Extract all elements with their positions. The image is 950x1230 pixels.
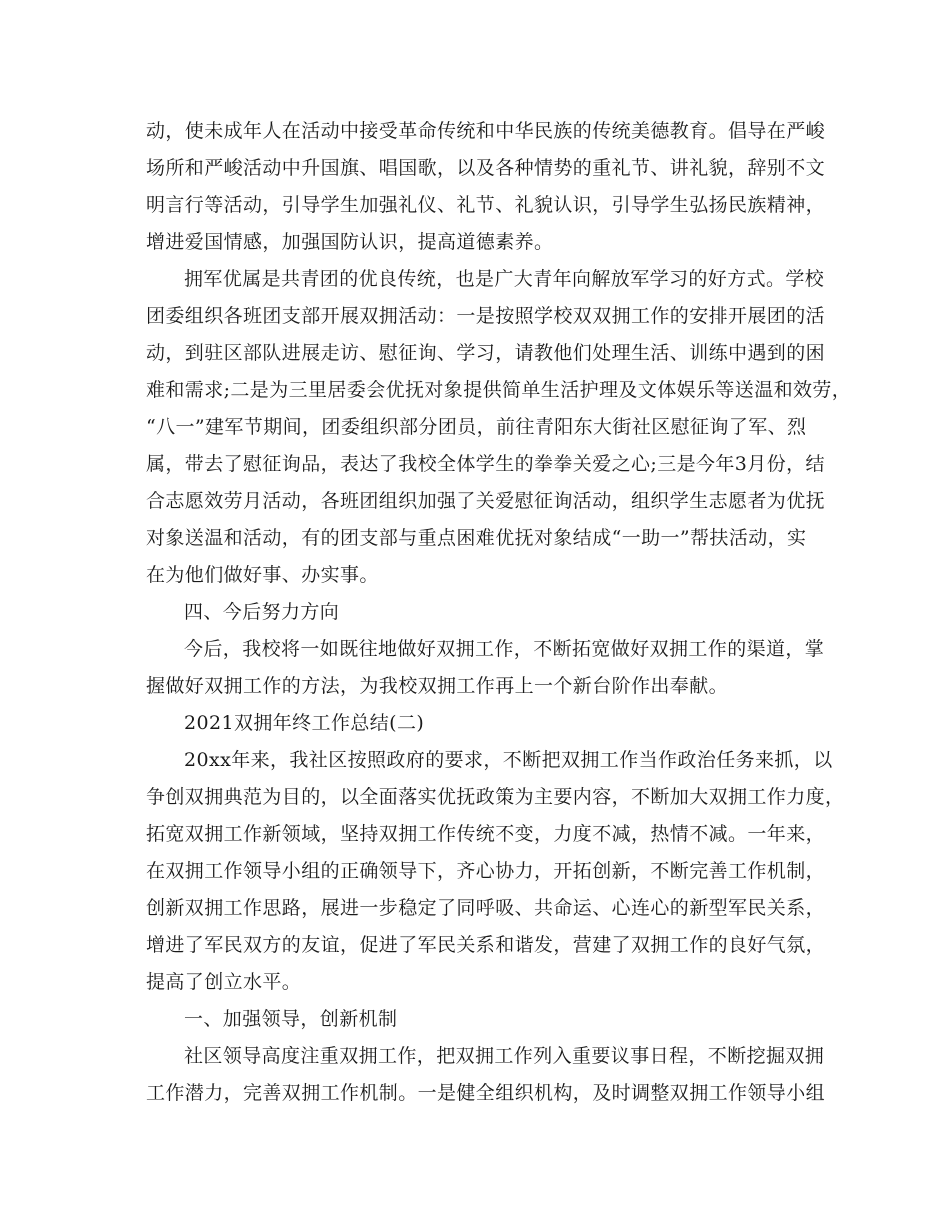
text-line: 明言行等活动，引导学生加强礼仪、礼节、礼貌认识，引导学生弘扬民族精神，: [146, 194, 826, 216]
paragraph-first-line: 20xx年来，我社区按照政府的要求，不断把双拥工作当作政治任务来抓，以: [184, 749, 833, 771]
text-line: 创新双拥工作思路，展进一步稳定了同呼吸、共命运、心连心的新型军民关系，: [146, 897, 826, 919]
text-line: 合志愿效劳月活动，各班团组织加强了关爱慰征询活动，组织学生志愿者为优抚: [146, 490, 826, 512]
paragraph-first-line: 拥军优属是共青团的优良传统，也是广大青年向解放军学习的好方式。学校: [184, 268, 825, 290]
text-line: 团委组织各班团支部开展双拥活动：一是按照学校双双拥工作的安排开展团的活: [146, 305, 826, 327]
text-line: 增进爱国情感，加强国防认识，提高道德素养。: [146, 231, 554, 253]
text-line: 拓宽双拥工作新领域，坚持双拥工作传统不变，力度不减，热情不减。一年来，: [146, 823, 826, 845]
text-line: 场所和严峻活动中升国旗、唱国歌，以及各种情势的重礼节、讲礼貌，辞别不文: [146, 157, 826, 179]
text-line: 在双拥工作领导小组的正确领导下，齐心协力，开拓创新，不断完善工作机制，: [146, 860, 826, 882]
text-line: 动，到驻区部队进展走访、慰征询、学习，请教他们处理生活、训练中遇到的困: [146, 342, 826, 364]
text-line: 提高了创立水平。: [146, 971, 302, 993]
text-line: 动，使未成年人在活动中接受革命传统和中华民族的传统美德教育。倡导在严峻: [146, 120, 826, 142]
paragraph-first-line: 今后，我校将一如既往地做好双拥工作，不断拓宽做好双拥工作的渠道，掌: [184, 638, 825, 660]
section-heading: 一、加强领导，创新机制: [184, 1008, 398, 1030]
text-line: “八一”建军节期间，团委组织部分团员，前往青阳东大街社区慰征询了军、烈: [146, 416, 807, 438]
text-line: 工作潜力，完善双拥工作机制。一是健全组织机构，及时调整双拥工作领导小组: [146, 1082, 826, 1104]
text-line: 在为他们做好事、办实事。: [146, 564, 379, 586]
document-subtitle: 2021双拥年终工作总结(二): [184, 712, 425, 734]
text-line: 对象送温和活动，有的团支部与重点困难优抚对象结成“一助一”帮扶活动，实: [146, 527, 807, 549]
text-line: 难和需求;二是为三里居委会优抚对象提供简单生活护理及文体娱乐等送温和效劳，: [146, 379, 852, 401]
text-line: 属，带去了慰征询品，表达了我校全体学生的拳拳关爱之心;三是今年3月份，结: [146, 453, 825, 475]
text-line: 增进了军民双方的友谊，促进了军民关系和谐发，营建了双拥工作的良好气氛，: [146, 934, 826, 956]
text-line: 握做好双拥工作的方法，为我校双拥工作再上一个新台阶作出奉献。: [146, 675, 729, 697]
text-line: 争创双拥典范为目的，以全面落实优抚政策为主要内容，不断加大双拥工作力度，: [146, 786, 845, 808]
paragraph-first-line: 社区领导高度注重双拥工作，把双拥工作列入重要议事日程，不断挖掘双拥: [184, 1045, 825, 1067]
section-heading: 四、今后努力方向: [184, 601, 340, 623]
